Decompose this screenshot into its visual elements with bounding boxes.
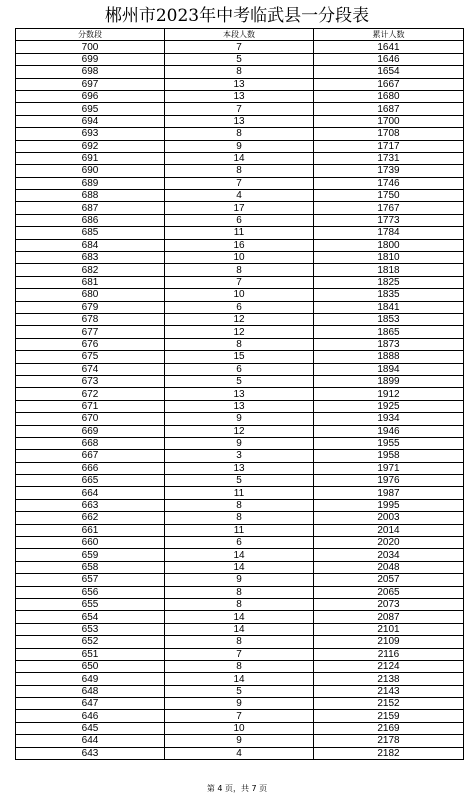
score-cell: 693 <box>16 128 165 140</box>
cumulative-count-cell: 2124 <box>314 660 464 672</box>
score-cell: 687 <box>16 202 165 214</box>
table-header-row <box>16 29 464 41</box>
score-cell: 668 <box>16 437 165 449</box>
cumulative-count-cell: 2109 <box>314 636 464 648</box>
header-score-range: 分数段 <box>16 29 165 41</box>
segment-count-cell: 10 <box>165 722 314 734</box>
table-row <box>16 611 464 623</box>
table-row <box>16 648 464 660</box>
segment-count-cell: 9 <box>165 413 314 425</box>
table-row <box>16 78 464 90</box>
segment-count-cell: 8 <box>165 660 314 672</box>
segment-count-cell: 8 <box>165 636 314 648</box>
segment-count-cell: 14 <box>165 152 314 164</box>
cumulative-count-cell: 2143 <box>314 685 464 697</box>
cumulative-count-cell: 1853 <box>314 313 464 325</box>
table-row <box>16 537 464 549</box>
segment-count-cell: 9 <box>165 437 314 449</box>
score-cell: 653 <box>16 623 165 635</box>
cumulative-count-cell: 1835 <box>314 289 464 301</box>
cumulative-count-cell: 1899 <box>314 375 464 387</box>
table-row <box>16 524 464 536</box>
cumulative-count-cell: 1995 <box>314 499 464 511</box>
cumulative-count-cell: 1731 <box>314 152 464 164</box>
cumulative-count-cell: 2152 <box>314 698 464 710</box>
cumulative-count-cell: 2003 <box>314 512 464 524</box>
segment-count-cell: 11 <box>165 524 314 536</box>
header-cumulative-count: 累计人数 <box>314 29 464 41</box>
score-cell: 664 <box>16 487 165 499</box>
page-title: 郴州市2023年中考临武县一分段表 <box>104 6 370 26</box>
table-row <box>16 152 464 164</box>
segment-count-cell: 8 <box>165 499 314 511</box>
table-row <box>16 722 464 734</box>
cumulative-count-cell: 1641 <box>314 41 464 53</box>
table-row <box>16 388 464 400</box>
segment-count-cell: 8 <box>165 128 314 140</box>
segment-count-cell: 12 <box>165 425 314 437</box>
score-cell: 644 <box>16 735 165 747</box>
table-row <box>16 140 464 152</box>
table-row <box>16 735 464 747</box>
score-cell: 663 <box>16 499 165 511</box>
score-cell: 662 <box>16 512 165 524</box>
page-footer: 第 4 页，共 7 页 <box>206 784 268 793</box>
segment-count-cell: 8 <box>165 338 314 350</box>
score-cell: 654 <box>16 611 165 623</box>
table-row <box>16 586 464 598</box>
segment-count-cell: 6 <box>165 363 314 375</box>
table-row <box>16 338 464 350</box>
cumulative-count-cell: 1800 <box>314 239 464 251</box>
score-cell: 677 <box>16 326 165 338</box>
score-cell: 682 <box>16 264 165 276</box>
score-cell: 671 <box>16 400 165 412</box>
segment-count-cell: 13 <box>165 90 314 102</box>
cumulative-count-cell: 1946 <box>314 425 464 437</box>
segment-count-cell: 6 <box>165 301 314 313</box>
segment-count-cell: 17 <box>165 202 314 214</box>
score-cell: 645 <box>16 722 165 734</box>
table-row <box>16 66 464 78</box>
segment-count-cell: 11 <box>165 487 314 499</box>
score-cell: 680 <box>16 289 165 301</box>
cumulative-count-cell: 1925 <box>314 400 464 412</box>
table-row <box>16 363 464 375</box>
table-row <box>16 685 464 697</box>
table-row <box>16 264 464 276</box>
table-row <box>16 462 464 474</box>
segment-count-cell: 15 <box>165 351 314 363</box>
score-cell: 659 <box>16 549 165 561</box>
score-cell: 665 <box>16 475 165 487</box>
segment-count-cell: 11 <box>165 227 314 239</box>
table-row <box>16 115 464 127</box>
cumulative-count-cell: 1971 <box>314 462 464 474</box>
score-cell: 670 <box>16 413 165 425</box>
score-cell: 649 <box>16 673 165 685</box>
cumulative-count-cell: 2116 <box>314 648 464 660</box>
table-row <box>16 313 464 325</box>
table-row <box>16 499 464 511</box>
segment-count-cell: 7 <box>165 41 314 53</box>
segment-count-cell: 8 <box>165 66 314 78</box>
table-row <box>16 301 464 313</box>
score-cell: 673 <box>16 375 165 387</box>
segment-count-cell: 10 <box>165 252 314 264</box>
segment-count-cell: 13 <box>165 462 314 474</box>
cumulative-count-cell: 1708 <box>314 128 464 140</box>
score-cell: 681 <box>16 276 165 288</box>
table-row <box>16 413 464 425</box>
score-cell: 700 <box>16 41 165 53</box>
cumulative-count-cell: 1894 <box>314 363 464 375</box>
segment-count-cell: 3 <box>165 450 314 462</box>
segment-count-cell: 8 <box>165 165 314 177</box>
cumulative-count-cell: 2159 <box>314 710 464 722</box>
score-cell: 694 <box>16 115 165 127</box>
cumulative-count-cell: 2020 <box>314 537 464 549</box>
table-row <box>16 103 464 115</box>
score-cell: 675 <box>16 351 165 363</box>
table-row <box>16 177 464 189</box>
cumulative-count-cell: 2014 <box>314 524 464 536</box>
segment-count-cell: 9 <box>165 574 314 586</box>
cumulative-count-cell: 1987 <box>314 487 464 499</box>
header-segment-count: 本段人数 <box>165 29 314 41</box>
cumulative-count-cell: 1739 <box>314 165 464 177</box>
score-cell: 698 <box>16 66 165 78</box>
score-cell: 643 <box>16 747 165 759</box>
score-cell: 646 <box>16 710 165 722</box>
table-row <box>16 128 464 140</box>
cumulative-count-cell: 1767 <box>314 202 464 214</box>
score-cell: 696 <box>16 90 165 102</box>
score-cell: 688 <box>16 190 165 202</box>
cumulative-count-cell: 1934 <box>314 413 464 425</box>
table-row <box>16 512 464 524</box>
table-row <box>16 239 464 251</box>
score-cell: 656 <box>16 586 165 598</box>
segment-count-cell: 5 <box>165 375 314 387</box>
table-row <box>16 710 464 722</box>
segment-count-cell: 14 <box>165 623 314 635</box>
segment-count-cell: 7 <box>165 103 314 115</box>
cumulative-count-cell: 1810 <box>314 252 464 264</box>
table-row <box>16 214 464 226</box>
cumulative-count-cell: 1825 <box>314 276 464 288</box>
segment-count-cell: 14 <box>165 549 314 561</box>
score-cell: 674 <box>16 363 165 375</box>
score-cell: 685 <box>16 227 165 239</box>
cumulative-count-cell: 1912 <box>314 388 464 400</box>
table-row <box>16 598 464 610</box>
segment-count-cell: 8 <box>165 264 314 276</box>
segment-count-cell: 8 <box>165 586 314 598</box>
table-row <box>16 425 464 437</box>
cumulative-count-cell: 1750 <box>314 190 464 202</box>
segment-count-cell: 5 <box>165 53 314 65</box>
table-row <box>16 747 464 759</box>
segment-count-cell: 14 <box>165 561 314 573</box>
table-row <box>16 190 464 202</box>
cumulative-count-cell: 2057 <box>314 574 464 586</box>
score-cell: 672 <box>16 388 165 400</box>
cumulative-count-cell: 1687 <box>314 103 464 115</box>
table-row <box>16 227 464 239</box>
cumulative-count-cell: 2178 <box>314 735 464 747</box>
score-cell: 683 <box>16 252 165 264</box>
cumulative-count-cell: 1773 <box>314 214 464 226</box>
segment-count-cell: 5 <box>165 475 314 487</box>
cumulative-count-cell: 2048 <box>314 561 464 573</box>
cumulative-count-cell: 1976 <box>314 475 464 487</box>
cumulative-count-cell: 1654 <box>314 66 464 78</box>
cumulative-count-cell: 2065 <box>314 586 464 598</box>
cumulative-count-cell: 1958 <box>314 450 464 462</box>
segment-count-cell: 10 <box>165 289 314 301</box>
table-row <box>16 673 464 685</box>
score-cell: 691 <box>16 152 165 164</box>
score-cell: 678 <box>16 313 165 325</box>
segment-count-cell: 9 <box>165 735 314 747</box>
score-cell: 692 <box>16 140 165 152</box>
score-cell: 695 <box>16 103 165 115</box>
score-cell: 647 <box>16 698 165 710</box>
cumulative-count-cell: 2182 <box>314 747 464 759</box>
table-row <box>16 623 464 635</box>
table-row <box>16 165 464 177</box>
table-row <box>16 41 464 53</box>
cumulative-count-cell: 1818 <box>314 264 464 276</box>
table-row <box>16 698 464 710</box>
segment-count-cell: 13 <box>165 388 314 400</box>
cumulative-count-cell: 1717 <box>314 140 464 152</box>
score-cell: 699 <box>16 53 165 65</box>
table-row <box>16 636 464 648</box>
cumulative-count-cell: 1667 <box>314 78 464 90</box>
table-row <box>16 375 464 387</box>
segment-count-cell: 16 <box>165 239 314 251</box>
score-cell: 676 <box>16 338 165 350</box>
score-cell: 652 <box>16 636 165 648</box>
segment-count-cell: 7 <box>165 648 314 660</box>
cumulative-count-cell: 1955 <box>314 437 464 449</box>
score-cell: 661 <box>16 524 165 536</box>
segment-count-cell: 9 <box>165 698 314 710</box>
table-row <box>16 252 464 264</box>
segment-count-cell: 6 <box>165 214 314 226</box>
score-cell: 684 <box>16 239 165 251</box>
score-cell: 657 <box>16 574 165 586</box>
cumulative-count-cell: 2169 <box>314 722 464 734</box>
table-row <box>16 351 464 363</box>
table-row <box>16 437 464 449</box>
table-row <box>16 487 464 499</box>
segment-count-cell: 14 <box>165 611 314 623</box>
score-cell: 667 <box>16 450 165 462</box>
cumulative-count-cell: 1700 <box>314 115 464 127</box>
cumulative-count-cell: 1746 <box>314 177 464 189</box>
segment-count-cell: 12 <box>165 326 314 338</box>
score-cell: 648 <box>16 685 165 697</box>
segment-count-cell: 7 <box>165 710 314 722</box>
segment-count-cell: 6 <box>165 537 314 549</box>
table-row <box>16 400 464 412</box>
segment-count-cell: 13 <box>165 400 314 412</box>
table-row <box>16 90 464 102</box>
segment-count-cell: 8 <box>165 598 314 610</box>
table-row <box>16 660 464 672</box>
table-row <box>16 53 464 65</box>
table-row <box>16 450 464 462</box>
score-cell: 669 <box>16 425 165 437</box>
segment-count-cell: 13 <box>165 78 314 90</box>
segment-count-cell: 12 <box>165 313 314 325</box>
score-cell: 666 <box>16 462 165 474</box>
segment-count-cell: 7 <box>165 177 314 189</box>
table-row <box>16 561 464 573</box>
score-cell: 655 <box>16 598 165 610</box>
score-cell: 651 <box>16 648 165 660</box>
cumulative-count-cell: 2034 <box>314 549 464 561</box>
table-row <box>16 289 464 301</box>
segment-count-cell: 4 <box>165 190 314 202</box>
cumulative-count-cell: 1873 <box>314 338 464 350</box>
cumulative-count-cell: 1865 <box>314 326 464 338</box>
score-cell: 697 <box>16 78 165 90</box>
segment-count-cell: 4 <box>165 747 314 759</box>
table-row <box>16 574 464 586</box>
cumulative-count-cell: 2138 <box>314 673 464 685</box>
segment-count-cell: 13 <box>165 115 314 127</box>
cumulative-count-cell: 1888 <box>314 351 464 363</box>
segment-count-cell: 8 <box>165 512 314 524</box>
table-row <box>16 202 464 214</box>
table-row <box>16 549 464 561</box>
score-cell: 689 <box>16 177 165 189</box>
cumulative-count-cell: 2073 <box>314 598 464 610</box>
cumulative-count-cell: 1841 <box>314 301 464 313</box>
cumulative-count-cell: 1646 <box>314 53 464 65</box>
segment-count-cell: 7 <box>165 276 314 288</box>
cumulative-count-cell: 2101 <box>314 623 464 635</box>
table-row <box>16 475 464 487</box>
segment-count-cell: 14 <box>165 673 314 685</box>
table-row <box>16 326 464 338</box>
score-cell: 658 <box>16 561 165 573</box>
score-distribution-table <box>15 28 464 760</box>
cumulative-count-cell: 2087 <box>314 611 464 623</box>
score-cell: 690 <box>16 165 165 177</box>
score-cell: 650 <box>16 660 165 672</box>
cumulative-count-cell: 1680 <box>314 90 464 102</box>
score-cell: 679 <box>16 301 165 313</box>
segment-count-cell: 5 <box>165 685 314 697</box>
score-cell: 686 <box>16 214 165 226</box>
segment-count-cell: 9 <box>165 140 314 152</box>
score-cell: 660 <box>16 537 165 549</box>
table-row <box>16 276 464 288</box>
cumulative-count-cell: 1784 <box>314 227 464 239</box>
